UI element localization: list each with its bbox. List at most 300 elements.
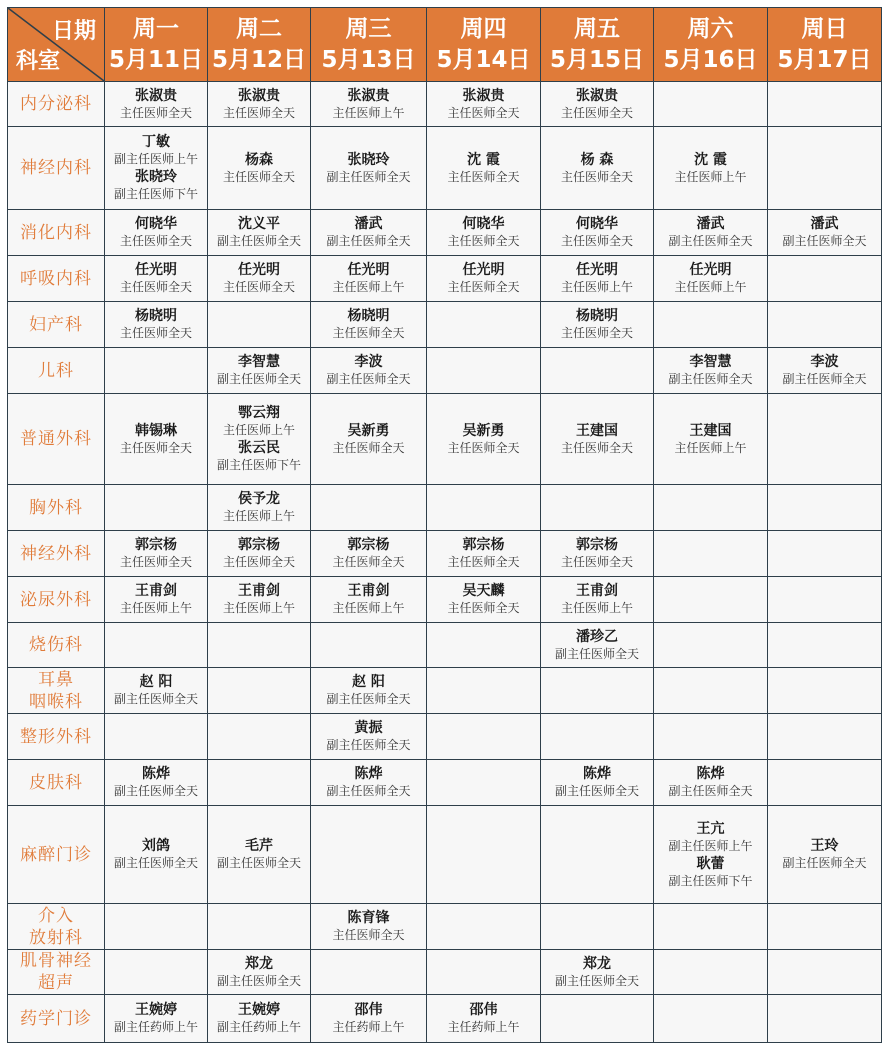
doctor-name: 郭宗杨	[135, 537, 177, 553]
doctor-entry	[427, 1001, 540, 1036]
schedule-cell	[105, 485, 208, 531]
schedule-cell	[541, 348, 654, 394]
schedule-row	[8, 82, 882, 127]
schedule-row	[8, 760, 882, 806]
schedule-cell	[427, 623, 541, 668]
doctor-title: 主任医师全天	[119, 326, 192, 340]
department-label: 耳鼻	[38, 669, 74, 690]
doctor-name: 王建国	[689, 422, 732, 439]
doctor-name: 何晓华	[462, 216, 505, 232]
schedule-row	[8, 623, 882, 668]
schedule-cell	[654, 668, 768, 714]
schedule-cell	[654, 577, 768, 623]
schedule-cell	[208, 623, 311, 668]
doctor-title: 副主任医师全天	[668, 784, 753, 798]
day-header	[768, 8, 882, 82]
doctor-entry	[208, 490, 310, 525]
schedule-cell	[654, 394, 768, 485]
schedule-cell	[541, 531, 654, 577]
date-label: 5月14日	[436, 46, 531, 73]
day-header	[654, 8, 768, 82]
department-cell	[8, 714, 105, 760]
schedule-cell	[311, 995, 427, 1043]
doctor-entry	[654, 820, 767, 855]
doctor-title: 副主任医师全天	[782, 234, 867, 248]
department-label: 消化内科	[20, 222, 92, 243]
day-header	[311, 8, 427, 82]
schedule-cell	[208, 577, 311, 623]
day-header	[427, 8, 541, 82]
doctor-entry	[105, 261, 207, 296]
doctor-name: 郑龙	[583, 955, 611, 972]
doctor-entry	[208, 261, 310, 296]
department-cell	[8, 531, 105, 577]
schedule-cell	[311, 256, 427, 302]
schedule-cell	[768, 760, 882, 806]
doctor-name: 任光明	[238, 262, 280, 278]
department-label: 呼吸内科	[20, 268, 92, 289]
doctor-name: 杨森	[245, 151, 273, 168]
doctor-title: 主任医师上午	[332, 280, 405, 294]
date-label: 5月16日	[663, 46, 758, 73]
schedule-cell	[208, 256, 311, 302]
schedule-cell	[768, 995, 882, 1043]
doctor-entry	[654, 765, 767, 800]
department-label: 神经内科	[20, 158, 92, 178]
doctor-name: 黄振	[354, 720, 383, 736]
weekday-label: 周三	[345, 15, 392, 42]
schedule-cell	[427, 806, 541, 904]
department-label: 超声	[38, 973, 74, 993]
doctor-name: 李智慧	[689, 354, 732, 370]
doctor-entry	[541, 261, 653, 296]
schedule-cell	[105, 394, 208, 485]
doctor-title: 主任医师全天	[447, 555, 520, 569]
doctor-title: 主任医师全天	[222, 280, 295, 294]
doctor-entry	[311, 909, 426, 944]
doctor-entry	[541, 536, 653, 571]
schedule-cell	[654, 904, 768, 950]
schedule-cell	[105, 904, 208, 950]
doctor-title: 主任医师上午	[674, 169, 747, 184]
schedule-cell	[208, 394, 311, 485]
doctor-entry	[311, 215, 426, 250]
doctor-title: 副主任医师全天	[782, 856, 867, 870]
doctor-entry	[105, 673, 207, 708]
doctor-title: 主任医师全天	[447, 105, 520, 120]
doctor-title: 主任医师全天	[447, 169, 520, 184]
doctor-entry	[427, 422, 540, 457]
schedule-cell	[654, 623, 768, 668]
doctor-name: 李波	[354, 354, 383, 370]
doctor-name: 韩锡琳	[135, 422, 177, 439]
schedule-cell	[654, 485, 768, 531]
department-label: 烧伤科	[29, 635, 83, 655]
doctor-title: 副主任医师全天	[216, 856, 301, 870]
department-cell	[8, 668, 105, 714]
doctor-name: 杨晓明	[576, 308, 618, 324]
doctor-entry	[208, 151, 310, 186]
doctor-title: 主任医师全天	[560, 169, 633, 184]
doctor-title: 主任医师全天	[119, 105, 192, 120]
doctor-title: 副主任医师下午	[216, 458, 301, 472]
schedule-row	[8, 485, 882, 531]
doctor-entry	[311, 536, 426, 571]
date-label: 5月15日	[549, 46, 644, 73]
schedule-cell	[768, 904, 882, 950]
doctor-title: 副主任药师上午	[216, 1020, 301, 1034]
department-cell	[8, 904, 105, 950]
schedule-cell	[541, 302, 654, 348]
doctor-name: 任光明	[576, 262, 618, 278]
schedule-cell	[541, 485, 654, 531]
schedule-cell	[654, 348, 768, 394]
schedule-cell	[311, 668, 427, 714]
schedule-cell	[208, 950, 311, 995]
schedule-cell	[311, 806, 427, 904]
doctor-title: 副主任医师全天	[216, 372, 301, 386]
doctor-title: 副主任医师全天	[326, 372, 411, 386]
schedule-cell	[208, 127, 311, 210]
doctor-title: 主任医师上午	[222, 601, 295, 615]
date-label: 5月17日	[777, 46, 872, 73]
doctor-name: 张淑贵	[238, 87, 280, 104]
doctor-name: 张淑贵	[135, 87, 177, 104]
schedule-cell	[208, 668, 311, 714]
schedule-cell	[541, 806, 654, 904]
doctor-entry	[311, 422, 426, 457]
doctor-entry	[311, 261, 426, 296]
doctor-title: 主任医师全天	[447, 234, 520, 248]
date-label: 5月13日	[321, 46, 416, 73]
doctor-name: 任光明	[689, 262, 732, 278]
schedule-cell	[541, 82, 654, 127]
doctor-entry	[541, 765, 653, 800]
doctor-title: 主任医师上午	[332, 601, 405, 615]
day-header	[208, 8, 311, 82]
doctor-title: 主任医师全天	[119, 234, 192, 248]
schedule-cell	[311, 577, 427, 623]
schedule-cell	[768, 348, 882, 394]
schedule-cell	[654, 210, 768, 256]
schedule-cell	[541, 127, 654, 210]
schedule-cell	[654, 806, 768, 904]
doctor-name: 赵 阳	[352, 674, 385, 690]
doctor-name: 王玲	[810, 838, 839, 854]
schedule-row	[8, 210, 882, 256]
doctor-entry	[208, 955, 310, 990]
schedule-row	[8, 531, 882, 577]
schedule-cell	[541, 995, 654, 1043]
doctor-title: 副主任医师全天	[782, 372, 867, 386]
schedule-cell	[427, 995, 541, 1043]
department-cell	[8, 485, 105, 531]
schedule-cell	[208, 531, 311, 577]
doctor-name: 郭宗杨	[347, 537, 390, 553]
doctor-name: 刘鸽	[142, 838, 170, 854]
doctor-name: 杨晓明	[135, 308, 177, 324]
doctor-entry	[311, 582, 426, 617]
schedule-row	[8, 904, 882, 950]
department-cell	[8, 995, 105, 1043]
doctor-entry	[105, 1001, 207, 1036]
schedule-cell	[654, 302, 768, 348]
doctor-title: 主任医师上午	[560, 280, 633, 294]
doctor-title: 主任医师全天	[560, 105, 633, 120]
schedule-cell	[427, 668, 541, 714]
doctor-name: 王建国	[576, 422, 618, 439]
doctor-entry	[208, 1001, 310, 1036]
doctor-name: 潘武	[696, 216, 725, 232]
department-label: 胸外科	[29, 497, 83, 518]
doctor-entry	[768, 215, 881, 250]
schedule-cell	[208, 485, 311, 531]
doctor-title: 副主任医师全天	[668, 234, 753, 248]
department-label: 皮肤科	[29, 772, 83, 793]
schedule-cell	[427, 760, 541, 806]
doctor-entry	[311, 719, 426, 754]
schedule-cell	[427, 127, 541, 210]
doctor-name: 王婉婷	[135, 1002, 177, 1018]
doctor-name: 王甫剑	[347, 583, 390, 599]
doctor-entry	[427, 582, 540, 617]
doctor-name: 耿蕾	[696, 855, 725, 872]
schedule-cell	[311, 950, 427, 995]
doctor-title: 主任医师全天	[119, 280, 192, 294]
doctor-title: 副主任医师全天	[113, 784, 198, 798]
schedule-cell	[311, 210, 427, 256]
weekday-label: 周日	[801, 15, 848, 42]
schedule-cell	[768, 531, 882, 577]
doctor-title: 副主任医师上午	[113, 152, 198, 166]
doctor-entry	[768, 837, 881, 872]
schedule-cell	[768, 210, 882, 256]
schedule-cell	[427, 577, 541, 623]
doctor-title: 主任医师全天	[447, 280, 520, 294]
doctor-entry	[105, 215, 207, 250]
schedule-cell	[427, 394, 541, 485]
doctor-name: 陈烨	[354, 766, 383, 782]
schedule-cell	[427, 210, 541, 256]
schedule-cell	[105, 623, 208, 668]
schedule-cell	[768, 950, 882, 995]
schedule-cell	[654, 256, 768, 302]
doctor-title: 副主任药师上午	[113, 1020, 198, 1034]
schedule-cell	[105, 302, 208, 348]
doctor-name: 潘武	[810, 216, 839, 232]
schedule-cell	[105, 806, 208, 904]
doctor-title: 主任医师上午	[332, 105, 405, 120]
schedule-cell	[541, 256, 654, 302]
doctor-title: 主任医师全天	[222, 105, 295, 120]
schedule-cell	[105, 348, 208, 394]
doctor-entry	[208, 536, 310, 571]
schedule-cell	[105, 531, 208, 577]
doctor-entry	[541, 87, 653, 122]
doctor-name: 任光明	[347, 262, 390, 278]
corner-dept-label: 科室	[16, 49, 61, 74]
doctor-title: 副主任医师全天	[326, 169, 411, 184]
doctor-name: 郭宗杨	[462, 537, 505, 553]
doctor-name: 张晓玲	[347, 151, 390, 168]
schedule-cell	[768, 82, 882, 127]
schedule-cell	[427, 256, 541, 302]
doctor-name: 何晓华	[135, 216, 177, 232]
doctor-entry	[541, 307, 653, 342]
doctor-title: 副主任医师全天	[326, 692, 411, 706]
doctor-name: 赵 阳	[139, 674, 173, 690]
schedule-cell	[427, 531, 541, 577]
schedule-cell	[427, 714, 541, 760]
doctor-title: 副主任医师全天	[326, 738, 411, 752]
date-label: 5月11日	[108, 46, 203, 73]
schedule-cell	[768, 623, 882, 668]
doctor-title: 副主任医师全天	[326, 784, 411, 798]
schedule-cell	[768, 485, 882, 531]
doctor-entry	[427, 215, 540, 250]
doctor-entry	[208, 353, 310, 388]
day-header	[541, 8, 654, 82]
doctor-entry	[208, 582, 310, 617]
doctor-name: 陈育锋	[347, 910, 390, 926]
schedule-cell	[654, 995, 768, 1043]
schedule-cell	[427, 82, 541, 127]
schedule-row	[8, 668, 882, 714]
schedule-cell	[311, 82, 427, 127]
department-cell	[8, 394, 105, 485]
schedule-cell	[541, 623, 654, 668]
doctor-name: 潘珍乙	[576, 628, 618, 645]
schedule-cell	[105, 995, 208, 1043]
doctor-entry	[311, 765, 426, 800]
doctor-name: 张晓玲	[135, 169, 177, 185]
weekday-label: 周一	[133, 15, 179, 42]
doctor-title: 副主任医师全天	[216, 973, 301, 988]
doctor-entry	[427, 87, 540, 122]
doctor-entry	[105, 168, 207, 203]
duty-schedule-table	[7, 7, 882, 1043]
doctor-entry	[654, 215, 767, 250]
department-label: 药学门诊	[20, 1008, 92, 1029]
doctor-entry	[311, 353, 426, 388]
schedule-cell	[311, 485, 427, 531]
doctor-entry	[541, 628, 653, 663]
doctor-title: 主任医师全天	[560, 234, 633, 248]
schedule-row	[8, 348, 882, 394]
doctor-title: 主任医师全天	[447, 601, 520, 615]
doctor-name: 何晓华	[576, 216, 618, 232]
doctor-entry	[654, 151, 767, 186]
doctor-title: 主任医师全天	[222, 169, 295, 184]
doctor-title: 主任医师全天	[560, 555, 633, 569]
department-label: 放射科	[29, 927, 83, 948]
schedule-cell	[427, 348, 541, 394]
doctor-title: 主任医师全天	[119, 440, 192, 455]
department-label: 整形外科	[20, 726, 92, 747]
schedule-cell	[768, 302, 882, 348]
schedule-row	[8, 256, 882, 302]
doctor-title: 主任医师上午	[119, 601, 192, 615]
schedule-cell	[208, 904, 311, 950]
schedule-cell	[541, 394, 654, 485]
doctor-title: 副主任医师全天	[668, 372, 753, 386]
doctor-title: 主任医师全天	[447, 440, 520, 455]
schedule-cell	[105, 256, 208, 302]
schedule-cell	[768, 714, 882, 760]
schedule-cell	[768, 577, 882, 623]
schedule-cell	[311, 904, 427, 950]
schedule-cell	[105, 577, 208, 623]
doctor-entry	[427, 536, 540, 571]
doctor-title: 副主任医师全天	[554, 784, 639, 798]
weekday-label: 周四	[460, 15, 507, 42]
schedule-cell	[654, 531, 768, 577]
department-cell	[8, 806, 105, 904]
doctor-title: 主任医师全天	[560, 440, 633, 455]
department-cell	[8, 623, 105, 668]
department-cell	[8, 760, 105, 806]
doctor-name: 任光明	[462, 262, 505, 278]
doctor-title: 主任医师上午	[560, 601, 633, 615]
doctor-entry	[768, 353, 881, 388]
doctor-title: 副主任医师上午	[668, 838, 753, 853]
schedule-cell	[208, 760, 311, 806]
schedule-cell	[541, 760, 654, 806]
doctor-name: 沈 霞	[467, 151, 500, 168]
doctor-title: 主任医师全天	[332, 555, 405, 569]
schedule-cell	[654, 714, 768, 760]
schedule-cell	[311, 531, 427, 577]
schedule-cell	[105, 950, 208, 995]
schedule-cell	[654, 760, 768, 806]
schedule-row	[8, 127, 882, 210]
header-row	[8, 8, 882, 82]
schedule-cell	[311, 348, 427, 394]
doctor-entry	[105, 87, 207, 122]
doctor-title: 主任医师全天	[332, 928, 405, 942]
doctor-name: 毛芹	[245, 838, 273, 854]
doctor-title: 副主任医师全天	[326, 234, 411, 248]
doctor-entry	[311, 1001, 426, 1036]
department-cell	[8, 348, 105, 394]
doctor-title: 主任医师全天	[222, 555, 295, 569]
doctor-name: 潘武	[354, 216, 383, 232]
department-cell	[8, 127, 105, 210]
schedule-cell	[427, 950, 541, 995]
doctor-title: 主任医师全天	[332, 326, 405, 340]
doctor-name: 丁敏	[142, 134, 170, 150]
schedule-cell	[105, 760, 208, 806]
doctor-name: 邵伟	[354, 1002, 383, 1018]
doctor-entry	[541, 422, 653, 457]
doctor-entry	[208, 87, 310, 122]
schedule-cell	[541, 950, 654, 995]
department-cell	[8, 82, 105, 127]
schedule-cell	[311, 760, 427, 806]
doctor-name: 张淑贵	[576, 87, 618, 104]
doctor-name: 张云民	[238, 440, 280, 456]
doctor-name: 吴天麟	[462, 583, 505, 599]
date-label: 5月12日	[211, 46, 306, 73]
doctor-entry	[541, 215, 653, 250]
doctor-title: 副主任医师下午	[668, 873, 753, 888]
doctor-name: 张淑贵	[347, 87, 390, 104]
schedule-cell	[654, 950, 768, 995]
doctor-name: 吴新勇	[462, 422, 505, 439]
schedule-cell	[654, 82, 768, 127]
doctor-name: 郭宗杨	[238, 537, 280, 553]
doctor-title: 主任医师上午	[674, 440, 747, 455]
